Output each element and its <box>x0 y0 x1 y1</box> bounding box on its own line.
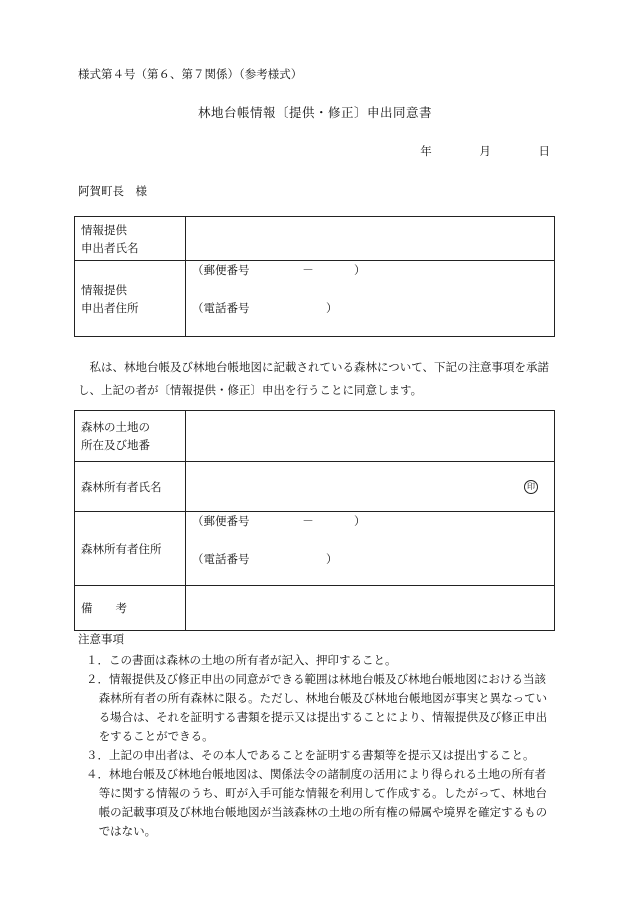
remarks-label: 備 考 <box>75 586 186 631</box>
note-item: ２．情報提供及び修正申出の同意ができる範囲は林地台帳及び林地台帳地図における当該森林所有者の所有森林に限る。ただし、林地台帳及び林地台帳地図が事実と異なっている場合は、それを証明する書類を提示又は提出することにより、情報提供及び修正申出をすることができる。 <box>86 672 548 743</box>
page-title: 林地台帳情報〔提供・修正〕申出同意書 <box>197 105 432 120</box>
owner-address-label: 森林所有者住所 <box>75 512 186 586</box>
applicant-name-field[interactable] <box>186 217 555 261</box>
date-month: 月 <box>479 144 491 158</box>
date-day: 日 <box>538 144 550 158</box>
applicant-name-label: 情報提供 申出者氏名 <box>75 217 186 261</box>
form-number: 様式第４号（第６、第７関係）（参考様式） <box>78 67 303 81</box>
notes-section <box>78 630 554 841</box>
date-year: 年 <box>420 144 432 158</box>
owner-name-row <box>75 462 555 512</box>
applicant-postal-line: （郵便番号 － ） <box>192 263 366 277</box>
owner-phone-line: （電話番号 ） <box>192 552 338 566</box>
owner-address-field[interactable] <box>186 512 555 586</box>
applicant-name-row <box>75 217 555 261</box>
date-line <box>394 143 550 159</box>
remarks-field[interactable] <box>186 586 555 631</box>
consent-paragraph: 私は、林地台帳及び林地台帳地図に記載されている森林について、下記の注意事項を承諾し、上記の者が〔情報提供・修正〕申出を行うことに同意します。 <box>78 360 550 397</box>
addressee: 阿賀町長 様 <box>78 184 147 198</box>
seal-mark: 印 <box>524 480 538 494</box>
note-item: １．この書面は森林の土地の所有者が記入、押印すること。 <box>86 653 397 667</box>
owner-address-row <box>75 512 555 586</box>
applicant-address-label: 情報提供 申出者住所 <box>75 261 186 337</box>
applicant-address-field[interactable] <box>186 261 555 337</box>
remarks-row <box>75 586 555 631</box>
notes-heading: 注意事項 <box>78 632 124 646</box>
applicant-address-row <box>75 261 555 337</box>
notes-list <box>78 651 554 841</box>
owner-postal-line: （郵便番号 － ） <box>192 514 366 528</box>
location-row <box>75 411 555 462</box>
applicant-table <box>74 216 555 337</box>
owner-name-field[interactable] <box>186 462 555 512</box>
location-field[interactable] <box>186 411 555 462</box>
note-item: ３．上記の申出者は、その本人であることを証明する書類等を提示又は提出すること。 <box>86 748 535 762</box>
applicant-phone-line: （電話番号 ） <box>192 301 338 315</box>
owner-name-label: 森林所有者氏名 <box>75 462 186 512</box>
location-label: 森林の土地の 所在及び地番 <box>75 411 186 462</box>
owner-table <box>74 410 555 631</box>
note-item: ４．林地台帳及び林地台帳地図は、関係法令の諸制度の活用により得られる土地の所有者等に関する情報のうち、町が入手可能な情報を利用して作成する。したがって、林地台帳の記載事項及び林地台帳地図が当該森林の土地の所有権の帰属や境界を確定するものではない。 <box>86 767 548 838</box>
